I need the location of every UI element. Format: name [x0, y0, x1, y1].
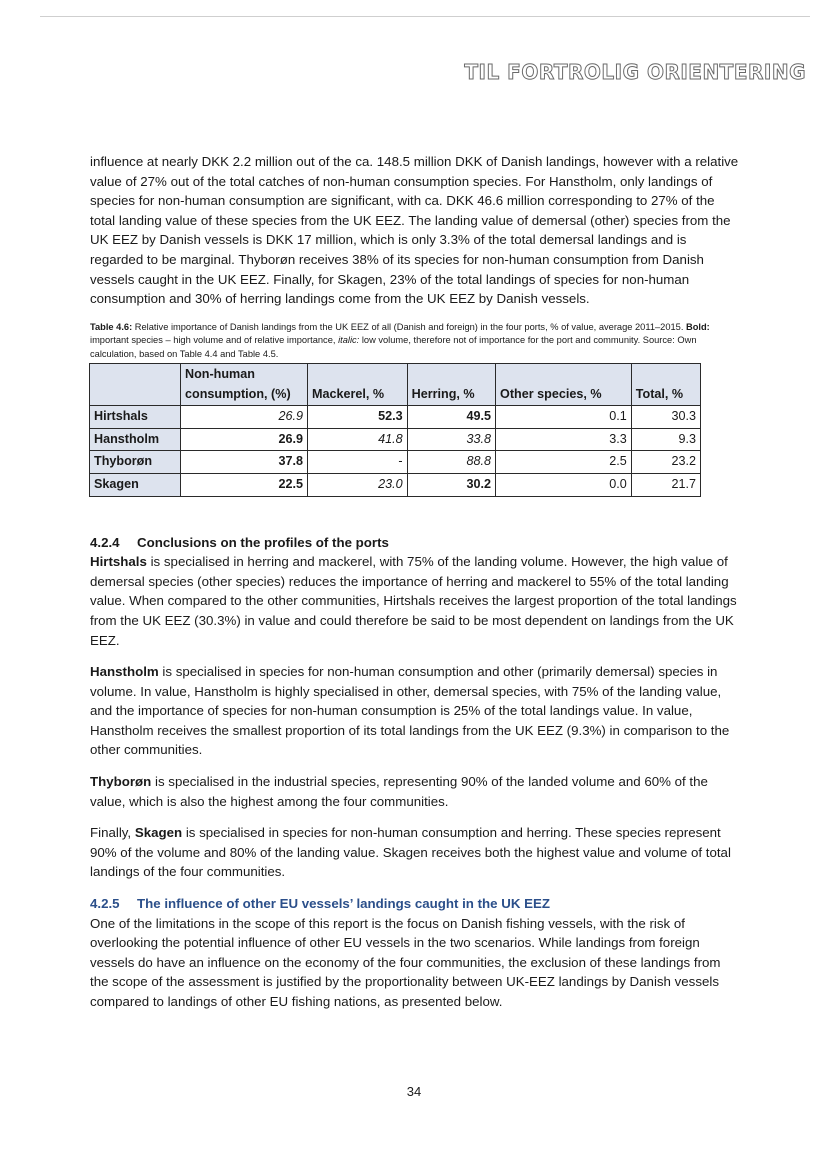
row-port: Skagen	[90, 473, 181, 496]
cell-non-human: 37.8	[181, 451, 308, 474]
cell-herring: 30.2	[407, 473, 495, 496]
cell-other: 2.5	[496, 451, 632, 474]
cell-herring: 49.5	[407, 406, 495, 429]
table-row	[90, 473, 701, 496]
section-title: The influence of other EU vessels’ landings caught in the UK EEZ	[137, 896, 551, 912]
table-row	[90, 406, 701, 429]
table-header-row	[90, 363, 701, 405]
intro-paragraph: influence at nearly DKK 2.2 million out of the ca. 148.5 million DKK of Danish landings, however with a relative value of 27% out of the total catches of non-human consumption species. For Hanstholm, only landings of species for non-human consumption are significant, with ca. DKK 46.6 million corresponding to 27% of the total landing value of these species from the UK EEZ. The landing value of demersal (other) species from the UK EEZ by Danish vessels is DKK 17 million, which is only 3.3% of the total demersal landings and is regarded to be marginal. Thyborøn receives 38% of its species for non-human consumption from Danish vessels caught in the UK EEZ. Finally, for Skagen, 23% of the total landings of species for non-human consumption and 30% of herring landings come from the UK EEZ by Danish vessels.	[90, 154, 739, 307]
section-title: Conclusions on the profiles of the ports	[137, 534, 389, 550]
paragraph-prefix: Finally,	[90, 825, 135, 841]
header-herring: Herring, %	[407, 363, 495, 405]
caption-bold-label: Bold:	[686, 321, 710, 332]
header-mackerel: Mackerel, %	[308, 363, 408, 405]
row-port: Thyborøn	[90, 451, 181, 474]
cell-total: 30.3	[631, 406, 700, 429]
section-number: 4.2.4	[90, 534, 120, 550]
lead-term: Hanstholm	[90, 664, 159, 680]
caption-text-3: low volume, therefore not of importance for the port and community. Source: Own calculation, based on Table 4.4 and Table 4.5.	[90, 335, 697, 359]
section-heading-4-2-4	[90, 533, 740, 553]
header-total: Total, %	[631, 363, 700, 405]
section-number: 4.2.5	[90, 896, 120, 912]
cell-mackerel: 41.8	[308, 428, 408, 451]
caption-label: Table 4.6:	[90, 321, 133, 332]
paragraph-hirtshals	[90, 552, 740, 650]
landings-importance-table	[89, 363, 701, 497]
lead-term: Hirtshals	[90, 554, 147, 570]
header-non-human: Non-human consumption, (%)	[181, 363, 308, 405]
lead-term: Thyborøn	[90, 774, 152, 790]
cell-total: 23.2	[631, 451, 700, 474]
paragraph-text: is specialised in herring and mackerel, with 75% of the landing volume. However, the high value of demersal species (other species) reduces the importance of herring and mackerel to 55% of the total landing value. When compared to the other communities, Hirtshals receives the largest proportion of the total landings from the UK EEZ (30.3%) in value and could therefore be said to be most dependent on landings from the UK EEZ.	[90, 554, 737, 648]
paragraph-text: is specialised in species for non-human consumption and other (primarily demersal) species in volume. In value, Hanstholm is highly specialised in other, demersal species, with 75% of the landing value, and the importance of species for non-human consumption is 25% of the total landings value. In value, Hanstholm receives the smallest proportion of its total landings from the UK EEZ (9.3%) in comparison to the other communities.	[90, 664, 730, 758]
cell-total: 9.3	[631, 428, 700, 451]
cell-other: 3.3	[496, 428, 632, 451]
table-caption	[90, 321, 740, 361]
table-row	[90, 428, 701, 451]
header-port	[90, 363, 181, 405]
paragraph-thyboron	[90, 772, 740, 811]
cell-other: 0.0	[496, 473, 632, 496]
page-body	[90, 152, 740, 1024]
paragraph-skagen	[90, 823, 740, 882]
paragraph-text: is specialised in species for non-human consumption and herring. These species represent 90% of the volume and 80% of the landing value. Skagen receives both the highest value and volume of total landings of the four communities.	[90, 825, 731, 880]
section-heading-4-2-5	[90, 894, 740, 914]
cell-mackerel: -	[308, 451, 408, 474]
cell-total: 21.7	[631, 473, 700, 496]
cell-herring: 88.8	[407, 451, 495, 474]
confidential-stamp: TIL FORTROLIG ORIENTERING	[464, 60, 806, 84]
row-port: Hanstholm	[90, 428, 181, 451]
table-row	[90, 451, 701, 474]
paragraph-text: is specialised in the industrial species, representing 90% of the landed volume and 60% of the value, which is also the highest among the four communities.	[90, 774, 708, 809]
cell-other: 0.1	[496, 406, 632, 429]
cell-non-human: 26.9	[181, 406, 308, 429]
paragraph-hanstholm	[90, 662, 740, 760]
caption-text-1: Relative importance of Danish landings from the UK EEZ of all (Danish and foreign) in the four ports, % of value, average 2011–2015.	[132, 321, 687, 332]
cell-mackerel: 23.0	[308, 473, 408, 496]
cell-non-human: 22.5	[181, 473, 308, 496]
top-rule	[40, 16, 810, 17]
row-port: Hirtshals	[90, 406, 181, 429]
caption-italic-label: italic:	[338, 335, 360, 346]
lead-term: Skagen	[134, 825, 183, 841]
cell-mackerel: 52.3	[308, 406, 408, 429]
page-number: 34	[406, 1084, 422, 1099]
cell-herring: 33.8	[407, 428, 495, 451]
header-other-species: Other species, %	[496, 363, 632, 405]
paragraph-eu-vessels: One of the limitations in the scope of this report is the focus on Danish fishing vessels, with the risk of overlooking the potential influence of other EU vessels in the two scenarios. While landings from foreign vessels do have an influence on the economy of the four communities, the exclusion of these landings from the scope of the assessment is justified by the proportionality between UK-EEZ landings by Danish vessels compared to landings of other EU fishing nations, as presented below.	[90, 915, 721, 1009]
caption-text-2: important species – high volume and of relative importance,	[90, 335, 339, 346]
cell-non-human: 26.9	[181, 428, 308, 451]
